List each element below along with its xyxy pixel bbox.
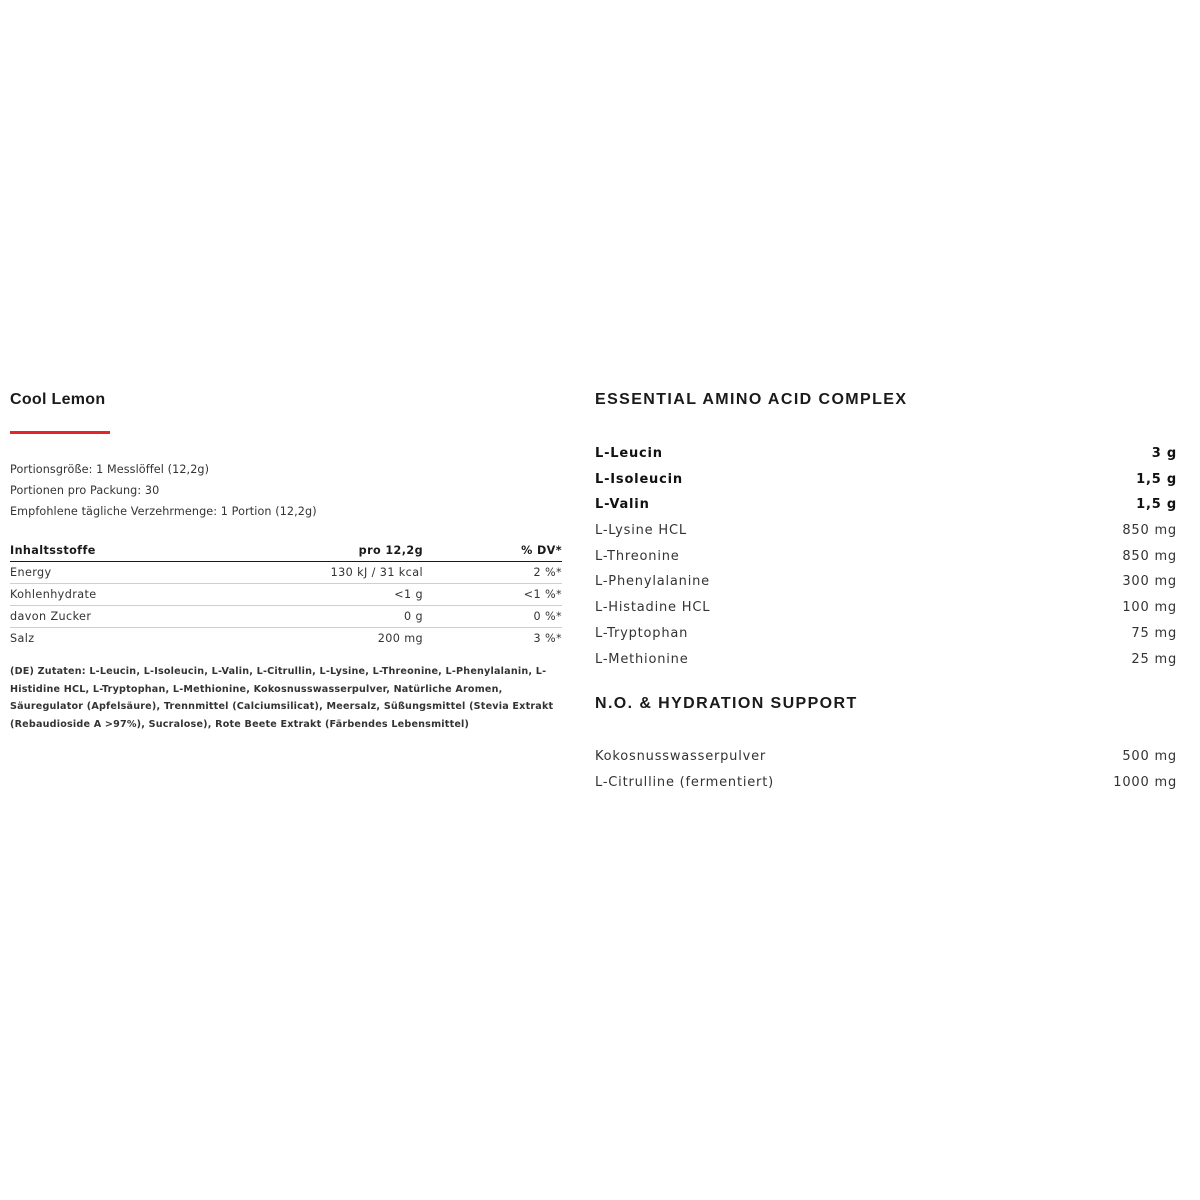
hydration-name: Kokosnusswasserpulver [595, 749, 767, 765]
table-row [10, 606, 562, 628]
ingredients-text: (DE) Zutaten: L-Leucin, L-Isoleucin, L-Valin, L-Citrullin, L-Lysine, L-Threonine, L-Phenylalanin, L-Histidine HCL, L-Tryptophan, L-Methionine, Kokosnusswasserpulver, Natürliche Aromen, Säuregulator (Apfelsäure), Trennmittel (Calciumsilicat), Meersalz, Süßungsmittel (Stevia Extrakt (Rebaudioside A >97%), Sucralose), Rote Beete Extrakt (Färbendes Lebensmittel) [10, 666, 554, 730]
header-daily-value: % DV* [423, 539, 562, 562]
amino-amount: 850 mg [1122, 548, 1177, 564]
nutrient-daily-value: 0 %* [423, 606, 562, 628]
list-item [595, 492, 1177, 518]
amino-name: L-Leucin [595, 446, 663, 461]
header-ingredients: Inhaltsstoffe [10, 539, 270, 562]
nutrition-panel [10, 388, 562, 733]
list-item [595, 441, 1177, 467]
nutrient-name: Energy [10, 562, 270, 584]
list-item [595, 518, 1177, 544]
hydration-amount: 500 mg [1122, 749, 1177, 765]
servings-per-pack: Portionen pro Packung: 30 [10, 484, 160, 497]
list-item [595, 544, 1177, 570]
serving-size: Portionsgröße: 1 Messlöffel (12,2g) [10, 463, 210, 476]
amino-name: L-Isoleucin [595, 471, 683, 487]
nutrient-per-serving: 130 kJ / 31 kcal [270, 562, 423, 584]
nutrient-name: Salz [10, 632, 35, 645]
amino-name: L-Lysine HCL [595, 523, 687, 539]
amino-amount: 850 mg [1122, 523, 1177, 539]
amino-section-title: ESSENTIAL AMINO ACID COMPLEX [595, 391, 908, 408]
list-item [595, 647, 1177, 673]
hydration-amount: 1000 mg [1113, 774, 1177, 790]
amino-name: L-Methionine [595, 651, 689, 667]
list-item [595, 467, 1177, 493]
amino-name: L-Tryptophan [595, 625, 689, 641]
table-row [10, 562, 562, 584]
amino-amount: 300 mg [1122, 574, 1177, 590]
product-title: Cool Lemon [10, 391, 106, 408]
hydration-list [595, 744, 1177, 795]
table-row [10, 628, 562, 650]
amino-list [595, 441, 1177, 672]
list-item [595, 595, 1177, 621]
nutrition-table [10, 539, 562, 649]
nutrient-per-serving: 200 mg [377, 632, 423, 645]
nutrient-daily-value: <1 %* [423, 584, 562, 606]
serving-info [10, 459, 562, 522]
amino-amount: 1,5 g [1136, 497, 1177, 513]
list-item [595, 744, 1177, 770]
nutrient-per-serving: 0 g [270, 606, 423, 628]
amino-amount: 3 g [1151, 446, 1177, 461]
nutrient-name: Kohlenhydrate [10, 584, 270, 606]
amino-name: L-Valin [595, 497, 650, 513]
hydration-name: L-Citrulline (fermentiert) [595, 774, 774, 790]
recommended-intake: Empfohlene tägliche Verzehrmenge: 1 Portion (12,2g) [10, 505, 317, 518]
list-item [595, 770, 1177, 796]
amino-amount: 25 mg [1131, 651, 1177, 667]
list-item [595, 621, 1177, 647]
amino-amount: 100 mg [1122, 600, 1177, 616]
list-item [595, 569, 1177, 595]
nutrient-daily-value: 3 %* [533, 632, 562, 645]
amino-amount: 1,5 g [1136, 471, 1177, 487]
nutrient-name: davon Zucker [10, 606, 270, 628]
table-row [10, 584, 562, 606]
nutrient-daily-value: 2 %* [423, 562, 562, 584]
amino-name: L-Phenylalanine [595, 574, 710, 590]
hydration-section-title: N.O. & HYDRATION SUPPORT [595, 695, 858, 713]
nutrient-per-serving: <1 g [270, 584, 423, 606]
title-accent-underline [10, 431, 110, 434]
header-per-serving: pro 12,2g [270, 539, 423, 562]
amino-amount: 75 mg [1131, 625, 1177, 641]
amino-name: L-Histadine HCL [595, 600, 711, 616]
amino-name: L-Threonine [595, 548, 680, 564]
nutrition-table-header [10, 539, 562, 562]
supplement-panel [595, 388, 1177, 796]
